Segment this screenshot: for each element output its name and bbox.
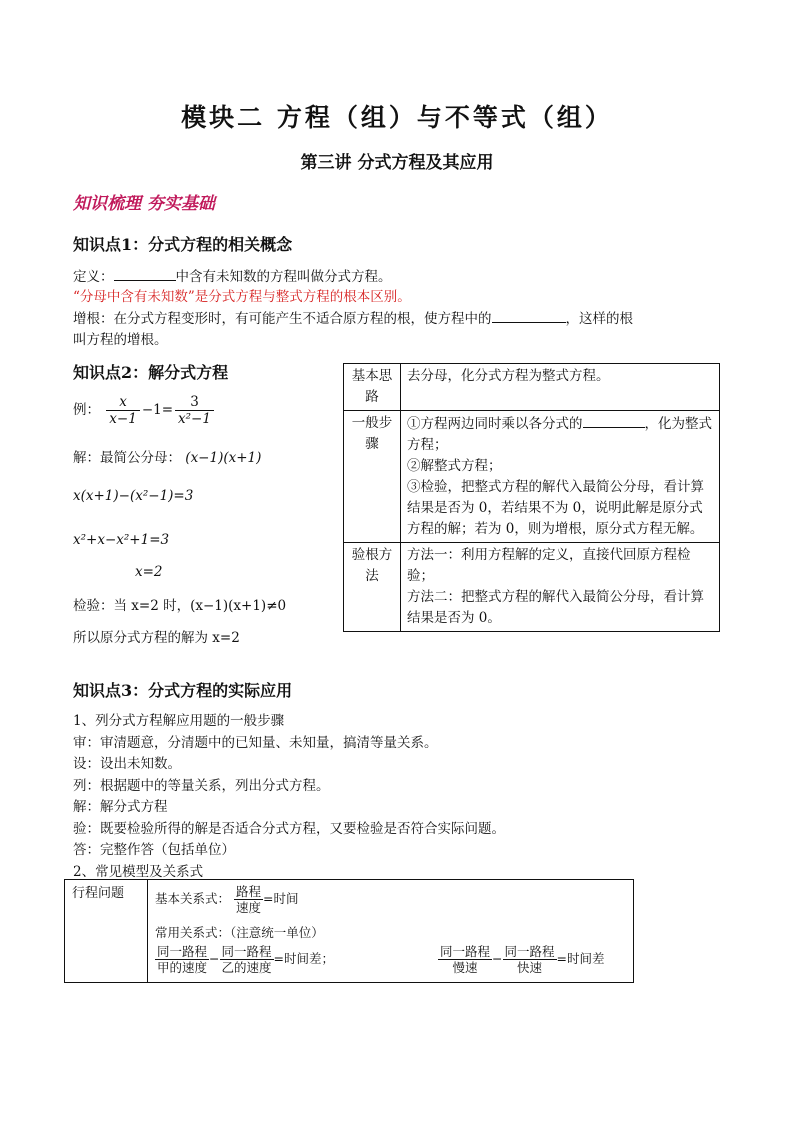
table-row [344, 364, 720, 411]
example-mid: −1= [141, 402, 174, 418]
solution-label: 解：最简公分母： [73, 450, 181, 466]
list-item: 1、列分式方程解应用题的一般步骤 [73, 713, 285, 729]
basic-fraction [234, 884, 263, 915]
yi-den: 乙的速度 [221, 960, 272, 975]
table-row [65, 880, 634, 983]
solution-lcd: (x−1)(x+1) [185, 450, 262, 466]
relation-left [155, 944, 334, 975]
row-val-check [401, 543, 720, 632]
example-label: 例： [73, 402, 100, 418]
solution-check: 检验：当 x=2 时，(x−1)(x+1)≠0 [73, 598, 287, 614]
kp1-definition [73, 266, 733, 288]
table-row [344, 543, 720, 632]
page-title: 模块二 方程（组）与不等式（组） [181, 103, 613, 132]
minus-sign: − [492, 951, 503, 966]
jia-den: 甲的速度 [157, 960, 208, 975]
model-key: 行程问题 [65, 880, 148, 983]
row-key-basic: 基本思路 [344, 364, 401, 411]
jia-num: 同一路程 [157, 944, 208, 959]
step-a-pre: ①方程两边同时乘以各分式的 [407, 416, 583, 432]
step2-text: x²+x−x²+1=3 [73, 532, 170, 548]
minus-sign: − [209, 951, 220, 966]
table-row [344, 411, 720, 543]
kp1-heading: 知识点1：分式方程的相关概念 [73, 235, 293, 254]
kp3-heading: 知识点3：分式方程的实际应用 [73, 681, 293, 700]
kp1-red-note: “分母中含有未知数”是分式方程与整式方程的根本区别。 [73, 289, 411, 305]
solution-step-2 [73, 532, 169, 548]
list-item: 列：根据题中的等量关系，列出分式方程。 [73, 777, 330, 794]
solution-step-3 [135, 564, 163, 580]
fast-den: 快速 [517, 960, 543, 975]
row-val-steps [401, 411, 720, 543]
def-prefix: 定义： [73, 269, 114, 285]
basic-num: 路程 [236, 884, 262, 899]
list-item: 设：设出未知数。 [73, 756, 181, 772]
model-formulas [148, 880, 634, 983]
zenggen-blank [492, 308, 566, 323]
example-lhs-fraction [106, 394, 140, 427]
section-heading: 知识梳理 夯实基础 [73, 194, 215, 214]
frac-slow [438, 944, 492, 975]
basic-den: 速度 [236, 900, 262, 915]
step-c: ③检验，把整式方程的解代入最简公分母，看计算结果是否为 0，若结果不为 0，说明此解是原分式方程的解；若为 0，则为增根，原分式方程无解。 [407, 479, 704, 537]
common-label: 常用关系式：（注意统一单位） [155, 925, 324, 940]
list-item: 审：审清题意，分清题中的已知量、未知量，搞清等量关系。 [73, 734, 438, 751]
travel-model-table [64, 879, 634, 983]
solving-steps-table [343, 363, 720, 632]
step-a-post: ，化为整式方程； [407, 416, 712, 453]
frac-yi [220, 944, 274, 975]
slow-num: 同一路程 [440, 944, 491, 959]
left-result: =时间差； [273, 951, 334, 966]
yi-num: 同一路程 [221, 944, 272, 959]
basic-relation [155, 884, 626, 922]
step-b: ②解整式方程； [407, 458, 502, 474]
fast-num: 同一路程 [504, 944, 555, 959]
solution-conclusion: 所以原分式方程的解为 x=2 [73, 630, 240, 646]
check-method-1: 方法一：利用方程解的定义，直接代回原方程检验； [407, 547, 691, 584]
step-a-blank [583, 413, 645, 428]
row-key-steps: 一般步骤 [344, 411, 401, 543]
basic-result: =时间 [263, 891, 299, 906]
step1-text: x(x+1)−(x²−1)=3 [73, 488, 194, 504]
list-item: 验：既要检验所得的解是否适合分式方程，又要检验是否符合实际问题。 [73, 820, 505, 837]
kp2-heading: 知识点2：解分式方程 [73, 363, 229, 382]
row-key-check: 验根方法 [344, 543, 401, 632]
common-relations [155, 944, 626, 980]
check-method-2: 方法二：把整式方程的解代入最简公分母，看计算结果是否为 0。 [407, 589, 704, 626]
def-suffix: 中含有未知数的方程叫做分式方程。 [175, 269, 392, 285]
list-item: 2、常见模型及关系式 [73, 863, 204, 880]
frac-fast [503, 944, 557, 975]
rhs-num: 3 [175, 394, 214, 411]
page-subtitle: 第三讲 分式方程及其应用 [300, 153, 494, 173]
example-equation [73, 394, 216, 427]
frac-jia [155, 944, 209, 975]
list-item: 答：完整作答（包括单位） [73, 842, 235, 858]
lhs-num: x [106, 394, 140, 411]
step3-text: x=2 [135, 564, 163, 580]
example-rhs-fraction [175, 394, 214, 427]
solution-step-1 [73, 488, 193, 504]
zenggen-line2: 叫方程的增根。 [73, 332, 168, 348]
lhs-den: x−1 [109, 411, 137, 427]
kp1-zenggen [73, 308, 723, 351]
relation-right [438, 944, 605, 975]
basic-label: 基本关系式： [155, 891, 231, 906]
rhs-den: x²−1 [178, 411, 211, 427]
right-result: =时间差 [556, 951, 605, 966]
list-item: 解：解分式方程 [73, 799, 168, 815]
zenggen-suffix: ，这样的根 [565, 311, 633, 327]
slow-den: 慢速 [452, 960, 478, 975]
def-blank [114, 266, 176, 281]
solution-lcd-line [73, 446, 261, 466]
zenggen-prefix: 增根：在分式方程变形时，有可能产生不适合原方程的根，使方程中的 [73, 311, 492, 327]
row-val-basic: 去分母，化分式方程为整式方程。 [401, 364, 720, 411]
kp3-steps [73, 711, 733, 883]
